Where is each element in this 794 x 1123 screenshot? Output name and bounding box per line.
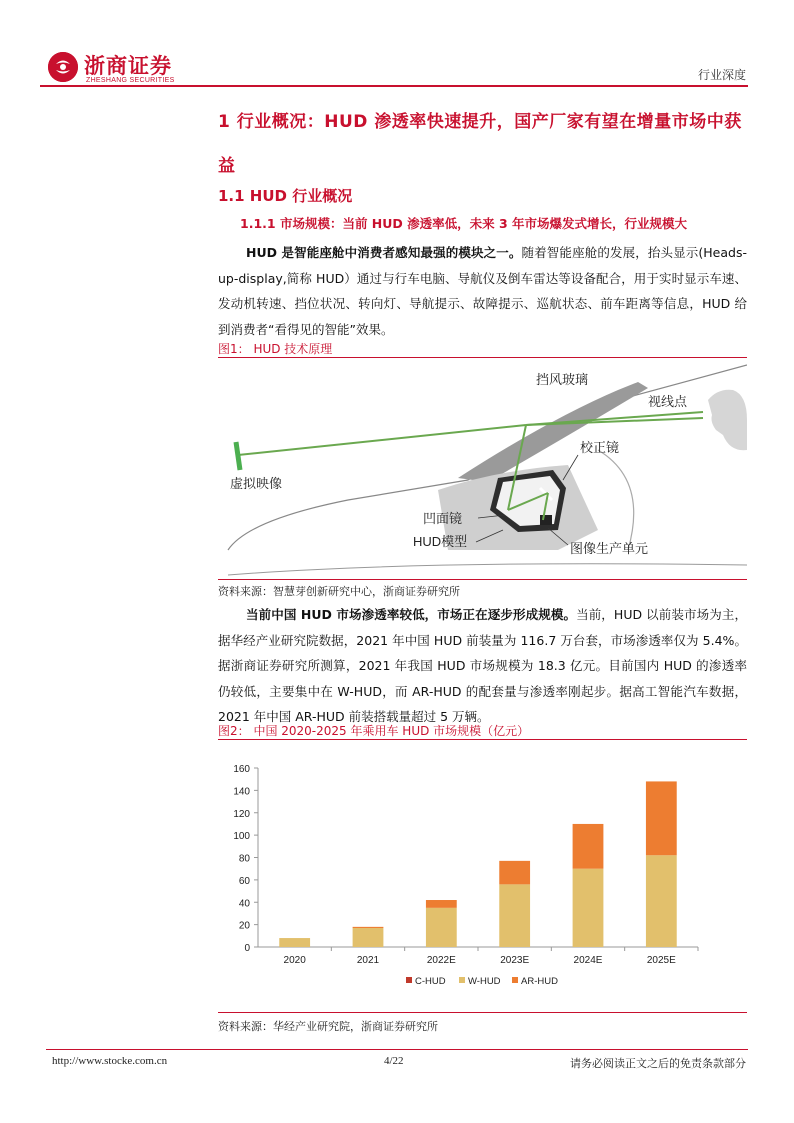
figure-2-bottom-rule [218, 1012, 747, 1013]
x-tick-label: 2024E [573, 955, 603, 966]
x-tick-label: 2020 [283, 955, 306, 966]
figure-2-top-rule [218, 739, 747, 740]
y-tick-label: 20 [238, 920, 250, 932]
legend-swatch [459, 977, 465, 983]
legend-swatch [512, 977, 518, 983]
y-tick-label: 60 [238, 875, 250, 887]
image-unit-shape [540, 515, 552, 525]
x-tick-label: 2025E [646, 955, 676, 966]
figure-1-caption: 图1： HUD 技术原理 [218, 342, 333, 356]
y-tick-label: 0 [244, 943, 250, 954]
y-tick-label: 140 [233, 786, 250, 798]
brand-logo-icon [48, 52, 78, 82]
footer-url[interactable]: http://www.stocke.com.cn [52, 1055, 168, 1067]
footer-divider [46, 1049, 748, 1050]
bar-ar-hud [353, 927, 384, 928]
paragraph-body: 随着智能座舱的发展，抬头显示(Heads-up-display,简称 HUD）通过与行车电脑、导航仪及倒车雷达等设备配合，用于实时显示车速、发动机转速、挡位状况、转向灯、导航提示、故障提示、巡航状态、前车距离等信息，HUD 给到消费者“看得见的智能”效果。 [218, 245, 747, 337]
figure-1-top-rule [218, 357, 747, 358]
figure-1-bottom-rule [218, 579, 747, 580]
y-tick-label: 120 [233, 808, 250, 820]
label-image-unit: 图像生产单元 [570, 541, 649, 556]
label-virtual-image: 虚拟映像 [230, 476, 283, 491]
section-heading-1: 1 行业概况：HUD 渗透率快速提升，国产厂家有望在增量市场中获益 [218, 112, 742, 176]
legend-label: W-HUD [468, 976, 501, 987]
car-body-lower [228, 564, 747, 575]
header-divider [40, 85, 748, 87]
section-heading-1-1-1: 1.1.1 市场规模：当前 HUD 渗透率低，未来 3 年市场爆发式增长，行业规模大 [240, 216, 688, 231]
figure-2-caption: 图2： 中国 2020-2025 年乘用车 HUD 市场规模（亿元） [218, 724, 530, 738]
footer-disclaimer: 请务必阅读正文之后的免责条款部分 [570, 1057, 746, 1070]
virtual-image-marker [236, 442, 240, 470]
brand-name-en: ZHESHANG SECURITIES [86, 77, 175, 84]
hud-market-chart [218, 752, 747, 997]
figure-2-source: 资料来源：华经产业研究院，浙商证券研究所 [218, 1020, 438, 1033]
x-tick-label: 2022E [426, 955, 456, 966]
label-viewpoint: 视线点 [648, 394, 688, 409]
x-tick-label: 2023E [500, 955, 530, 966]
y-tick-label: 100 [233, 831, 250, 843]
label-concave-mirror: 凹面镜 [423, 511, 463, 526]
legend-swatch [406, 977, 412, 983]
bar-ar-hud [499, 861, 530, 884]
page-number: 4/22 [384, 1055, 404, 1067]
bar-w-hud [573, 869, 604, 947]
hud-diagram [218, 360, 747, 578]
bar-w-hud [426, 908, 457, 947]
bar-ar-hud [426, 900, 457, 908]
steering-area [598, 450, 634, 550]
figure-1-source: 资料来源：智慧芽创新研究中心，浙商证券研究所 [218, 585, 460, 598]
bar-w-hud [499, 884, 530, 947]
brand-name: 浙商证券 [84, 53, 172, 78]
label-windshield: 挡风玻璃 [536, 372, 589, 387]
label-correction-mirror: 校正镜 [580, 440, 620, 455]
bar-w-hud [353, 928, 384, 947]
paragraph-hud-intro [218, 240, 747, 342]
section-heading-1-1: 1.1 HUD 行业概况 [218, 187, 353, 205]
paragraph-body: 当前，HUD 以前装市场为主，据华经产业研究院数据，2021 年中国 HUD 前装量为 116.7 万台套，市场渗透率仅为 5.4%。据浙商证券研究所测算，2021 年我国 HUD 市场规模为 18.3 亿元。目前国内 HUD 的渗透率仍较低，主要集中在 W-HUD，而 AR-HUD 的配套量与渗透率刚起步。据高工智能汽车数据，2021 年中国 AR-HUD 前装搭载量超过 5 万辆。 [218, 607, 747, 724]
bar-w-hud [279, 938, 310, 947]
bar-ar-hud [646, 781, 677, 855]
label-hud-module: HUD模型 [413, 534, 468, 549]
x-tick-label: 2021 [356, 955, 380, 966]
y-tick-label: 40 [238, 898, 250, 910]
paragraph-lead: 当前中国 HUD 市场渗透率较低，市场正在逐步形成规模。 [246, 607, 577, 622]
bar-ar-hud [573, 824, 604, 869]
y-tick-label: 80 [238, 853, 250, 865]
document-type: 行业深度 [697, 68, 746, 82]
head-silhouette [708, 390, 747, 450]
paragraph-lead: HUD 是智能座舱中消费者感知最强的模块之一。 [246, 245, 522, 260]
paragraph-market-status [218, 602, 747, 730]
legend-label: AR-HUD [521, 976, 558, 987]
bar-w-hud [646, 855, 677, 947]
legend-label: C-HUD [415, 976, 446, 987]
y-tick-label: 160 [233, 764, 250, 775]
